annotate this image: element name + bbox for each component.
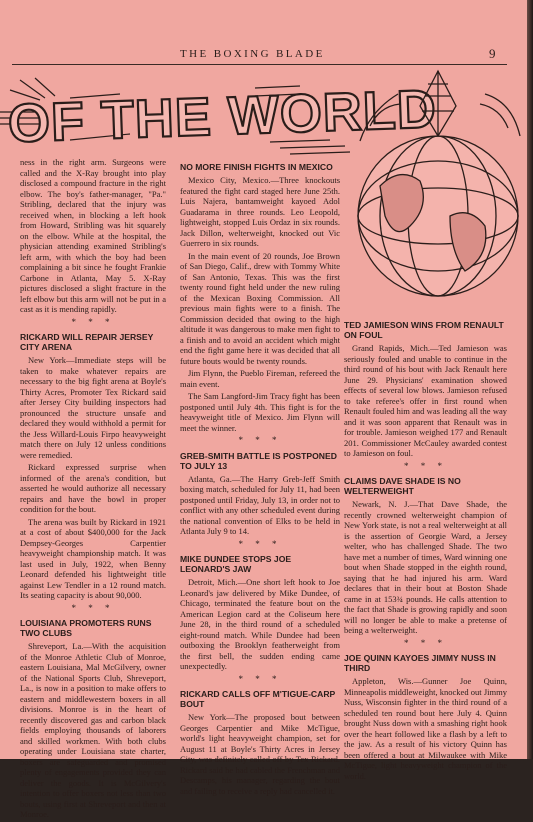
article-paragraph: Newark, N. J.—That Dave Shade, the recently crowned welterweight champion of New York state, is not a real welterweight at all is the assertion of Georgie Ward, a Jersey welter, who has challenged Shade. The two have met a number of times, Ward winning one bout when Shade stopped in the eighth round, saying that he had injured his arm. Ward declares that in their bout at Boston Shade came in at 153¾ pounds. He calls attention to the fact that Shade is growing rapidly and soon will no longer be able to make a pretense of being a welterweight.: [344, 499, 507, 635]
section-divider: * * *: [238, 538, 282, 549]
article-paragraph: Detroit, Mich.—One short left hook to Joe Leonard's jaw delivered by Mike Dundee, of Chicago, terminated the feature bout on the American Legion card at the Coliseum here June 28, in the third round of a scheduled eight-round match. While Dundee had been outboxing the Brooklyn featherweight from the first bell, the sudden ending came unexpectedly.: [180, 577, 340, 671]
article-paragraph: Atlanta, Ga.—The Harry Greb-Jeff Smith boxing match, scheduled for July 11, had been postponed until Friday, July 13, in order not to conflict with any other scheduled event during the national convention of Elks to be held in Atlanta July 9 to 14.: [180, 473, 340, 536]
column-left: [20, 157, 166, 822]
headline-mike-dundee: MIKE DUNDEE STOPS JOE LEONARD'S JAW: [180, 554, 292, 574]
page-header: [0, 48, 527, 62]
globe-radio-tower-illustration: [340, 66, 530, 316]
article-paragraph: New York—The proposed bout between Georges Carpentier and Mike McTigue, world's light heavyweight champion, set for August 11 at Boyle's Thirty Acres in Jersey City, was definitely called off by Tex Rickard. Rickard said he had cabled the Frenchman and Descamps, his manager, regarding the bout and failing to receive a reply had cancelled it.: [180, 712, 340, 796]
section-divider: * * *: [71, 602, 115, 613]
article-paragraph: Mexico City, Mexico.—Three knockouts featured the fight card staged here June 25th. Luis Najera, bantamweight kayoed Adol Guadarama in three rounds. Leo Leopold, lightweight, stopped Luis Ordaz in six rounds. Jack Dillon, welterweight, knocked out Vic Guerrero in six rounds.: [180, 175, 340, 248]
page-number: 9: [489, 46, 496, 61]
article-paragraph: Rickard expressed surprise when informed of the arena's condition, but asserted he would authorize all necessary repairs and have the bowl in proper condition for the bout.: [20, 462, 166, 514]
article-paragraph: The Sam Langford-Jim Tracy fight has been postponed until July 4th. This fight is for the heavyweight title of Mexico. Jim Flynn will meet the winner.: [180, 391, 340, 433]
section-divider: * * *: [238, 435, 282, 445]
banner-text: OF THE WORLD: [6, 79, 438, 154]
headline-mexico: NO MORE FINISH FIGHTS IN MEXICO: [180, 162, 333, 172]
headline-louisiana-promoters: LOUISIANA PROMOTERS RUNS TWO CLUBS: [20, 618, 152, 638]
header-rule: [12, 64, 507, 65]
column-middle: [180, 157, 340, 798]
article-paragraph: New York—Immediate steps will be taken to make whatever repairs are necessary to the big fight arena at Boyle's Thirty Acres, Promoter Tex Rickard said after Jersey City building inspectors had pronounced the structure unsafe and declared they would withhold a permit for the Jess Willard-Louis Firpo heavyweight match there on July 12 unless conditions were remedied.: [20, 355, 166, 460]
section-divider: * * *: [238, 673, 282, 684]
running-title: THE BOXING BLADE: [180, 48, 325, 60]
headline-rickard-arena: RICKARD WILL REPAIR JERSEY CITY ARENA: [20, 332, 154, 352]
headline-greb-smith: GREB-SMITH BATTLE IS POSTPONED TO JULY 13: [180, 450, 337, 471]
article-paragraph: The arena was built by Rickard in 1921 at a cost of about $400,000 for the Jack Dempsey-Georges Carpentier heavyweight championship match. It was last used in July, 1922, when Benny Leonard defended his lightweight title against Lew Tendler in a 12 round match. Its seating capacity is about 90,000.: [20, 516, 166, 600]
article-paragraph: Jim Flynn, the Pueblo Fireman, refereed the main event.: [180, 368, 340, 389]
article-paragraph: Grand Rapids, Mich.—Ted Jamieson was seriously fouled and unable to continue in the third round of his bout with Jack Renault here June 29. Physicians' examination showed effects of several low blows. Jamieson refused to take referee's offer in first round when Renault fouled him and was leading all the way and it was soon apparent that Renault was in for trouble. Jamieson weighed 177 and Renault 201. Commissioner McCauley awarded contest to Jamieson on foul.: [344, 343, 507, 458]
section-divider: * * *: [404, 637, 447, 648]
stribling-article-continued: ness in the right arm. Surgeons were called and the X-Ray brought into play disclosed a compound fracture in the right elbow. The boy's father-manager, "Pa." Stribling, declared that the injury was received when, in blocking a left hook from Howard, Stribling was hit squarely on the elbow. While at the hospital, the physician attending examined Stribling's left arm, with which the boy had been complaining a bit since he fought Frankie Carbone in Atlanta, May 5. X-Ray pictures disclosed a slight fracture in the left elbow but this arm will not be put in a cast as it is mending rapidly.: [20, 157, 166, 314]
headline-ted-jamieson: TED JAMIESON WINS FROM RENAULT ON FOUL: [344, 320, 504, 340]
headline-joe-quinn: JOE QUINN KAYOES JIMMY NUSS IN THIRD: [344, 653, 496, 673]
article-paragraph: In the main event of 20 rounds, Joe Brown of San Diego, Calif., drew with Tommy White of San Antonio, Texas. This was the first twenty round fight held under the new ruling of the Mexican Boxing Commission. All previous main fights were to a finish. The Commission decided that owing to the high altitude it was dangerous to make men fight to a finish and to avoid an accident which might end the fight game here it was decided that all future bouts would be twenty rounds.: [180, 250, 340, 366]
headline-mctigue-carp: RICKARD CALLS OFF M'TIGUE-CARP BOUT: [180, 689, 336, 709]
section-divider: * * *: [404, 460, 447, 471]
section-divider: * * *: [71, 316, 115, 327]
headline-dave-shade: CLAIMS DAVE SHADE IS NO WELTERWEIGHT: [344, 476, 461, 496]
book-binding-edge: [527, 0, 533, 759]
article-paragraph: Shreveport, La.—With the acquisition of the Monroe Athletic Club of Monroe, eastern Louisiana, Mal McGilvery, owner of the National Sports Club, Shreveport, La., is now in a position to make offers to eastern and middlewestern boxers in all divisions. Monroe is in the heart of recently discovered gas and carbon black fields employing thousands of laborers and skilled workmen. With both clubs operating under Louisiana state charter, boxers are safeguarded and promised plenty of engagements provided they can deliver the goods. It is McGilvery's intention to offer boxers not less than two bouts, using first at Shreveport and then at Monroe.: [20, 641, 166, 819]
column-right: [344, 315, 507, 783]
article-paragraph: Appleton, Wis.—Gunner Joe Quinn, Minneapolis middleweight, knocked out Jimmy Nuss, Wisconsin fighter in the third round of a scheduled ten round bout here July 4. Quinn brought Nuss down with a smashing right hook over the heart followed like a flash by a left to the jaw. As a result of his victory Quinn has been offered a bout at Milwaukee with Mike McTigue, light heavyweight champion of the world.: [344, 676, 507, 781]
